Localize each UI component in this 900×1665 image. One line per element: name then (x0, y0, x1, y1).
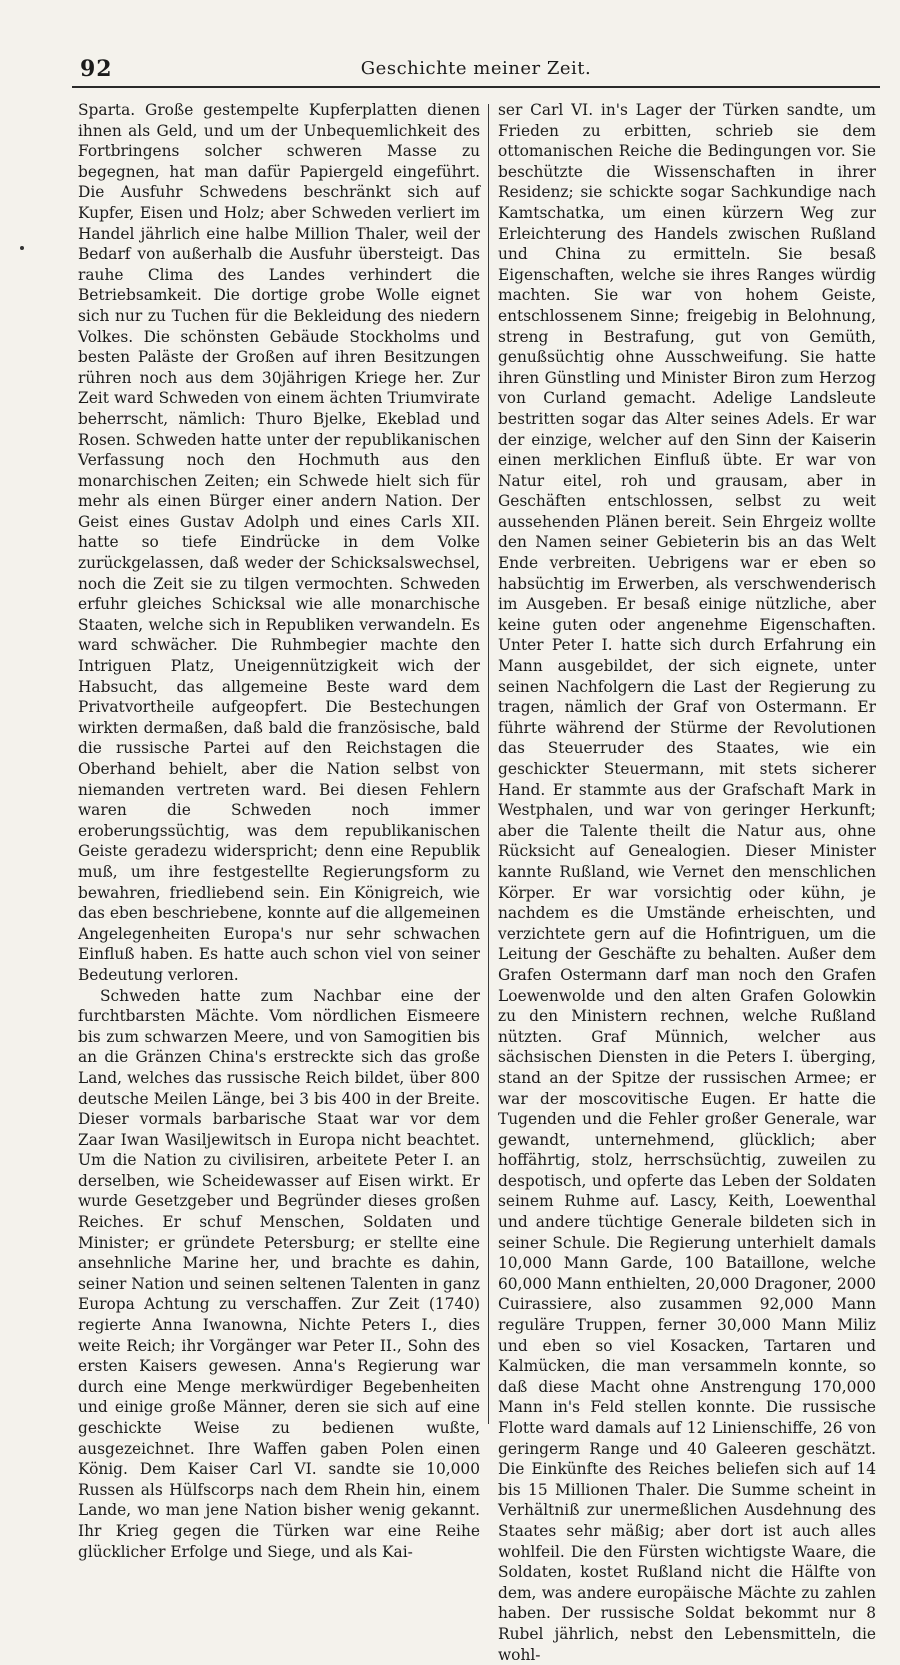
column-divider (488, 104, 489, 1424)
page-header (72, 56, 880, 88)
running-title: Geschichte meiner Zeit. (360, 58, 592, 79)
left-paragraph-1: Sparta. Große gestempelte Kupferplatten dienen ihnen als Geld, und um der Unbequemlichkeit des Fortbringens solcher schweren Masse zu begegnen, hat man dafür Papiergeld eingeführt. Die Ausfuhr Schwedens beschränkt sich auf Kupfer, Eisen und Holz; aber Schweden verliert im Handel jährlich eine halbe Million Thaler, weil der Bedarf von außerhalb die Ausfuhr übersteigt. Das rauhe Clima des Landes verhindert die Betriebsamkeit. Die dortige grobe Wolle eignet sich nur zu Tuchen für die Bekleidung des niedern Volkes. Die schönsten Gebäude Stockholms und besten Paläste der Großen auf ihren Besitzungen rühren noch aus dem 30jährigen Kriege her. Zur Zeit ward Schweden von einem ächten Triumvirate beherrscht, nämlich: Thuro Bjelke, Ekeblad und Rosen. Schweden hatte unter der republikanischen Verfassung noch den Hochmuth aus den monarchischen Zeiten; ein Schwede hielt sich für mehr als einen Bürger einer andern Nation. Der Geist eines Gustav Adolph und eines Carls XII. hatte so tiefe Eindrücke in dem Volke zurückgelassen, daß weder der Schicksalswechsel, noch die Zeit sie zu tilgen vermochten. Schweden erfuhr gleiches Schicksal wie alle monarchische Staaten, welche sich in Republiken verwandeln. Es ward schwächer. Die Ruhmbegier machte den Intriguen Platz, Uneigennützigkeit wich der Habsucht, das allgemeine Beste ward dem Privatvortheile aufgeopfert. Die Bestechungen wirkten dermaßen, daß bald die französische, bald die russische Partei auf den Reichstagen die Oberhand behielt, aber die Nation selbst von niemanden vertreten ward. Bei diesen Fehlern waren die Schweden noch immer eroberungssüchtig, was dem republikanischen Geiste geradezu widerspricht; denn eine Republik muß, um ihre festgestellte Regierungsform zu bewahren, friedliebend sein. Ein Königreich, wie das eben beschriebene, konnte auf die allgemeinen Angelegenheiten Europa's nur sehr schwachen Einfluß haben. Es hatte auch schon viel von seiner Bedeutung verloren. (78, 101, 480, 984)
left-paragraph-2: Schweden hatte zum Nachbar eine der furchtbarsten Mächte. Vom nördlichen Eismeere bis zum schwarzen Meere, und von Samogitien bis an die Gränzen China's erstreckte sich das große Land, welches das russische Reich bildet, über 800 deutsche Meilen Länge, bei 3 bis 400 in der Breite. Dieser vormals barbarische Staat war vor dem Zaar Iwan Wasiljewitsch in Europa nicht beachtet. Um die Nation zu civilisiren, arbeitete Peter I. an derselben, wie Scheidewasser auf Eisen wirkt. Er wurde Gesetzgeber und Begründer dieses großen Reiches. Er schuf Menschen, Soldaten und Minister; er gründete Petersburg; er stellte eine ansehnliche Marine her, und brachte es dahin, seiner Nation und seinen seltenen Talenten in ganz Europa Achtung zu verschaffen. Zur Zeit (1740) regierte Anna Iwanowna, Nichte Peters I., dies weite Reich; ihr Vorgänger war Peter II., Sohn des ersten Kaisers gewesen. Anna's Regierung war durch eine Menge merkwürdiger Begebenheiten und einige große Männer, deren sie sich auf eine geschickte Weise zu bedienen wußte, ausgezeichnet. Ihre Waffen gaben Polen einen König. Dem Kaiser Carl VI. sandte sie 10,000 Russen als Hülfscorps nach dem Rhein hin, einem Lande, wo man jene Nation bisher wenig gekannt. Ihr Krieg gegen die Türken war eine Reihe glücklicher Erfolge und Siege, und als Kai- (78, 986, 480, 1561)
page-number: 92 (80, 56, 113, 82)
right-paragraph-1: ser Carl VI. in's Lager der Türken sandte, um Frieden zu erbitten, schrieb sie dem ottomanischen Reiche die Bedingungen vor. Sie beschützte die Wissenschaften in ihrer Residenz; sie schickte sogar Sachkundige nach Kamtschatka, um einen kürzern Weg zur Erleichterung des Handels zwischen Rußland und China zu ermitteln. Sie besaß Eigenschaften, welche sie ihres Ranges würdig machten. Sie war von hohem Geiste, entschlossenem Sinne; freigebig in Belohnung, streng in Bestrafung, gut von Gemüth, genußsüchtig ohne Ausschweifung. Sie hatte ihren Günstling und Minister Biron zum Herzog von Curland gemacht. Adelige Landsleute bestritten sogar das Alter seines Adels. Er war der einzige, welcher auf den Sinn der Kaiserin einen merklichen Einfluß übte. Er war von Natur eitel, roh und grausam, aber in Geschäften entschlossen, selbst zu weit aussehenden Plänen bereit. Sein Ehrgeiz wollte den Namen seiner Gebieterin bis an das Welt Ende verbreiten. Uebrigens war er eben so habsüchtig im Erwerben, als verschwenderisch im Ausgeben. Er besaß einige nützliche, aber keine guten oder angenehme Eigenschaften. Unter Peter I. hatte sich durch Erfahrung ein Mann ausgebildet, der sich eignete, unter seinen Nachfolgern die Last der Regierung zu tragen, nämlich der Graf von Ostermann. Er führte während der Stürme der Revolutionen das Steuerruder des Staates, wie ein geschickter Steuermann, mit stets sicherer Hand. Er stammte aus der Grafschaft Mark in Westphalen, und war von geringer Herkunft; aber die Talente theilt die Natur aus, ohne Rücksicht auf Genealogien. Dieser Minister kannte Rußland, wie Vernet den menschlichen Körper. Er war vorsichtig oder kühn, je nachdem es die Umstände erheischten, und verzichtete gern auf die Hofintriguen, um die Leitung der Geschäfte zu behalten. Außer dem Grafen Ostermann darf man noch den Grafen Loewenwolde und den alten Grafen Golowkin zu den Ministern rechnen, welche Rußland nützten. Graf Münnich, welcher aus sächsischen Diensten in die Peters I. überging, stand an der Spitze der russischen Armee; er war der moscovitische Eugen. Er hatte die Tugenden und die Fehler großer Generale, war gewandt, unternehmend, glücklich; aber hoffährtig, stolz, herrschsüchtig, zuweilen zu despotisch, und opferte das Leben der Soldaten seinem Ruhme auf. Lascy, Keith, Loewenthal und andere tüchtige Generale bildeten sich in seiner Schule. Die Regierung unterhielt damals 10,000 Mann Garde, 100 Bataillone, welche 60,000 Mann enthielten, 20,000 Dragoner, 2000 Cuirassiere, also zusammen 92,000 Mann reguläre Truppen, ferner 30,000 Mann Miliz und eben so viel Kosacken, Tartaren und Kalmücken, die man versammeln konnte, so daß diese Macht ohne Anstrengung 170,000 Mann in's Feld stellen konnte. Die russische Flotte ward damals auf 12 Linienschiffe, 26 von geringerm Range und 40 Galeeren geschätzt. Die Einkünfte des Reiches beliefen sich auf 14 bis 15 Millionen Thaler. Die Summe scheint in Verhältniß zur unermeßlichen Ausdehnung des Staates sehr mäßig; aber dort ist auch alles wohlfeil. Die den Fürsten wichtigste Waare, die Soldaten, kostet Rußland nicht die Hälfte von dem, was andere europäische Mächte zu zahlen haben. Der russische Soldat bekommt nur 8 Rubel jährlich, nebst den Lebensmitteln, die wohl- (498, 101, 876, 1664)
margin-mark (20, 246, 24, 250)
left-column (78, 100, 480, 1561)
right-column (498, 100, 876, 1664)
